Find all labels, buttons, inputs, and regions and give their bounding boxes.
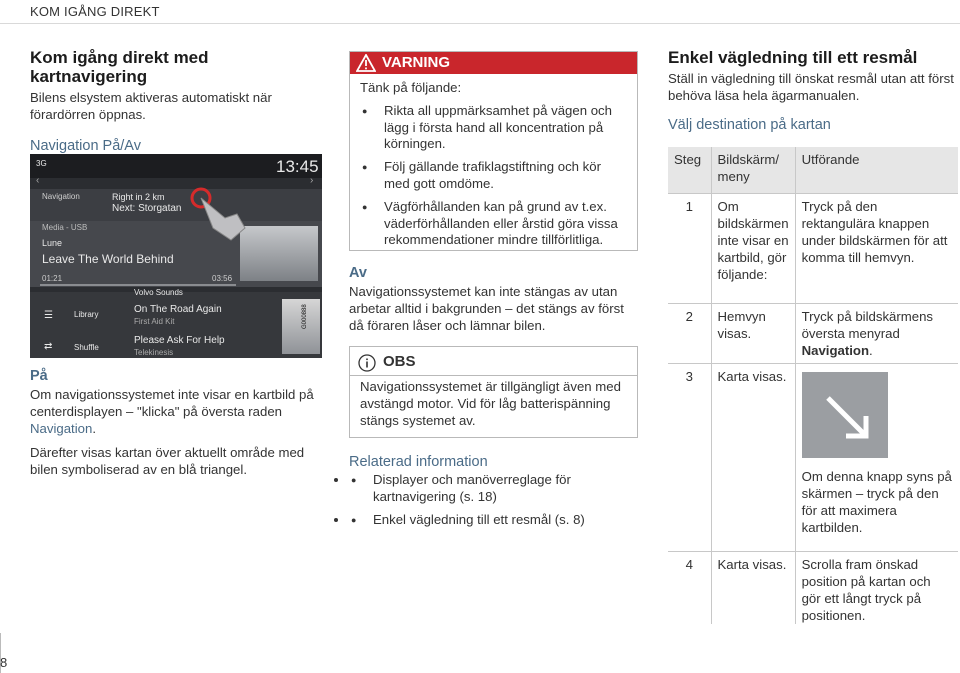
info-icon [358,354,376,372]
artist: Lune [42,238,63,248]
pa-paragraph-2: Därefter visas kartan över aktuellt område med bilen symboliserad av en blå triangel. [30,445,305,478]
step-screen: Karta visas. [711,551,795,624]
maximize-map-icon [802,372,888,458]
step-number: 2 [668,303,711,363]
step-screen: Om bildskärmen inte visar en kartbild, gör följande: [711,193,795,303]
album-art [282,299,320,354]
step-action: Scrolla fram önskad position på kartan och gör ett långt tryck på positionen. [795,551,958,624]
step-screen: Karta visas. [711,363,795,551]
shuffle-label: Shuffle [74,343,99,352]
nav-instruction: Right in 2 km [112,192,165,202]
clock: 13:45 [276,157,319,176]
warning-item: ● Vägförhållanden kan på grund av t.ex. väderförhållanden eller årstid göra vissa rekommendationer mindre tillförlitliga. [360,199,630,249]
warning-list [360,103,630,249]
table-row [668,303,958,363]
warning-intro: Tänk på följande: [360,80,462,95]
signal-status: 3G [36,159,47,168]
duration: 03:56 [212,274,233,283]
related-list [349,472,638,528]
destination-subheading: Välj destination på kartan [668,116,831,133]
shuffle-icon: ⇄ [44,341,53,352]
nav-next: Next: Storgatan [112,203,182,214]
step-number: 4 [668,551,711,624]
song-title: Leave The World Behind [42,252,174,266]
right-column [668,48,960,133]
source-label: Volvo Sounds [134,288,183,297]
column-header: Bildskärm/ meny [711,147,795,193]
track-title: Please Ask For Help [134,335,225,346]
warning-icon [356,54,376,72]
step-action: Om denna knapp syns på skärmen – tryck på den för att maximera kartbilden. [801,468,952,535]
obs-text: Navigationssystemet är tillgängligt även med avstängd motor. Vid för låg batterispänning stängs systemet av. [360,379,621,428]
av-subheading: Av [349,265,367,281]
step-screen: Hemvyn visas. [711,303,795,363]
warning-header [350,52,637,74]
image-code: G000888 [302,304,308,329]
navigation-menu-label: Navigation [801,342,870,358]
track-artist: Telekinesis [134,348,174,357]
nav-label: Navigation [42,192,80,201]
page-header [0,0,960,24]
library-label: Library [74,310,99,319]
column-header: Steg [668,147,711,193]
steps-table [668,147,958,624]
warning-box [349,51,638,251]
warning-item: ● Rikta all uppmärksamhet på vägen och lägg i första hand all koncentration på körningen. [360,103,630,153]
hand-pointer-icon [185,184,251,246]
obs-box [349,346,638,438]
column-header: Utförande [795,147,958,193]
related-link[interactable]: ● • Enkel vägledning till ett resmål (s. 8) [349,512,638,529]
pa-paragraph: Om navigationssystemet inte visar en kartbild på centerdisplayen – "klicka" på översta raden Navigation. [30,387,314,436]
step-action: Tryck på den rektangulära knappen under bildskärmen för att komma till hemvyn. [795,193,958,303]
left-column-lower [30,368,322,479]
table-row [668,193,958,303]
warning-title: VARNING [382,54,451,71]
step-action: Tryck på bildskärmens översta menyrad Navigation. [795,303,958,363]
av-section [349,265,638,334]
navigation-subheading: Navigation På/Av [30,137,141,154]
navigation-link: Navigation [30,420,93,436]
related-heading: Relaterad information [349,454,488,470]
step-action-cell [795,363,958,551]
obs-title: OBS [383,353,416,370]
av-paragraph: Navigationssystemet kan inte stängas av utan arbetar alltid i bakgrunden – det stängs av först då föraren låser och lämnar bilen. [349,284,624,333]
elapsed-time: 01:21 [42,274,63,283]
track-artist: First Aid Kit [134,317,175,326]
step-number: 3 [668,363,711,551]
media-label: Media - USB [42,223,88,232]
step-number: 1 [668,193,711,303]
table-row [668,363,958,551]
section-heading: Enkel vägledning till ett resmål [668,48,918,67]
library-icon: ☰ [44,310,53,321]
table-row [668,551,958,624]
album-art [240,226,318,281]
pa-subheading: På [30,368,48,384]
table-header-row [668,147,958,193]
related-section [349,454,638,528]
section-heading: Kom igång direkt med kartnavigering [30,48,209,86]
center-display-image: 3G 13:45 ‹ › Navigation Right in 2 km Next: Storgatan Media - USB Lune Leave The World Behind 01:21 03:56 Volvo Sounds ☰ Library ⇄ Shuffle On The Road Again First Aid Kit Please Ask For Help Telekinesis G000888 [30,154,322,358]
warning-item: ● Följ gällande trafiklagstiftning och kör med gott omdöme. [360,159,630,193]
left-column [30,48,322,154]
header-title: KOM IGÅNG DIREKT [30,4,160,19]
related-link[interactable]: ● • Displayer och manöverreglage för kartnavigering (s. 18) [349,472,638,506]
track-title: On The Road Again [134,304,222,315]
intro-text: Ställ in vägledning till önskat resmål utan att först behöva läsa hela ägarmanualen. [668,71,954,103]
progress-bar [40,284,236,286]
page-number: 8 [0,655,8,670]
intro-text: Bilens elsystem aktiveras automatiskt när förardörren öppnas. [30,90,272,122]
